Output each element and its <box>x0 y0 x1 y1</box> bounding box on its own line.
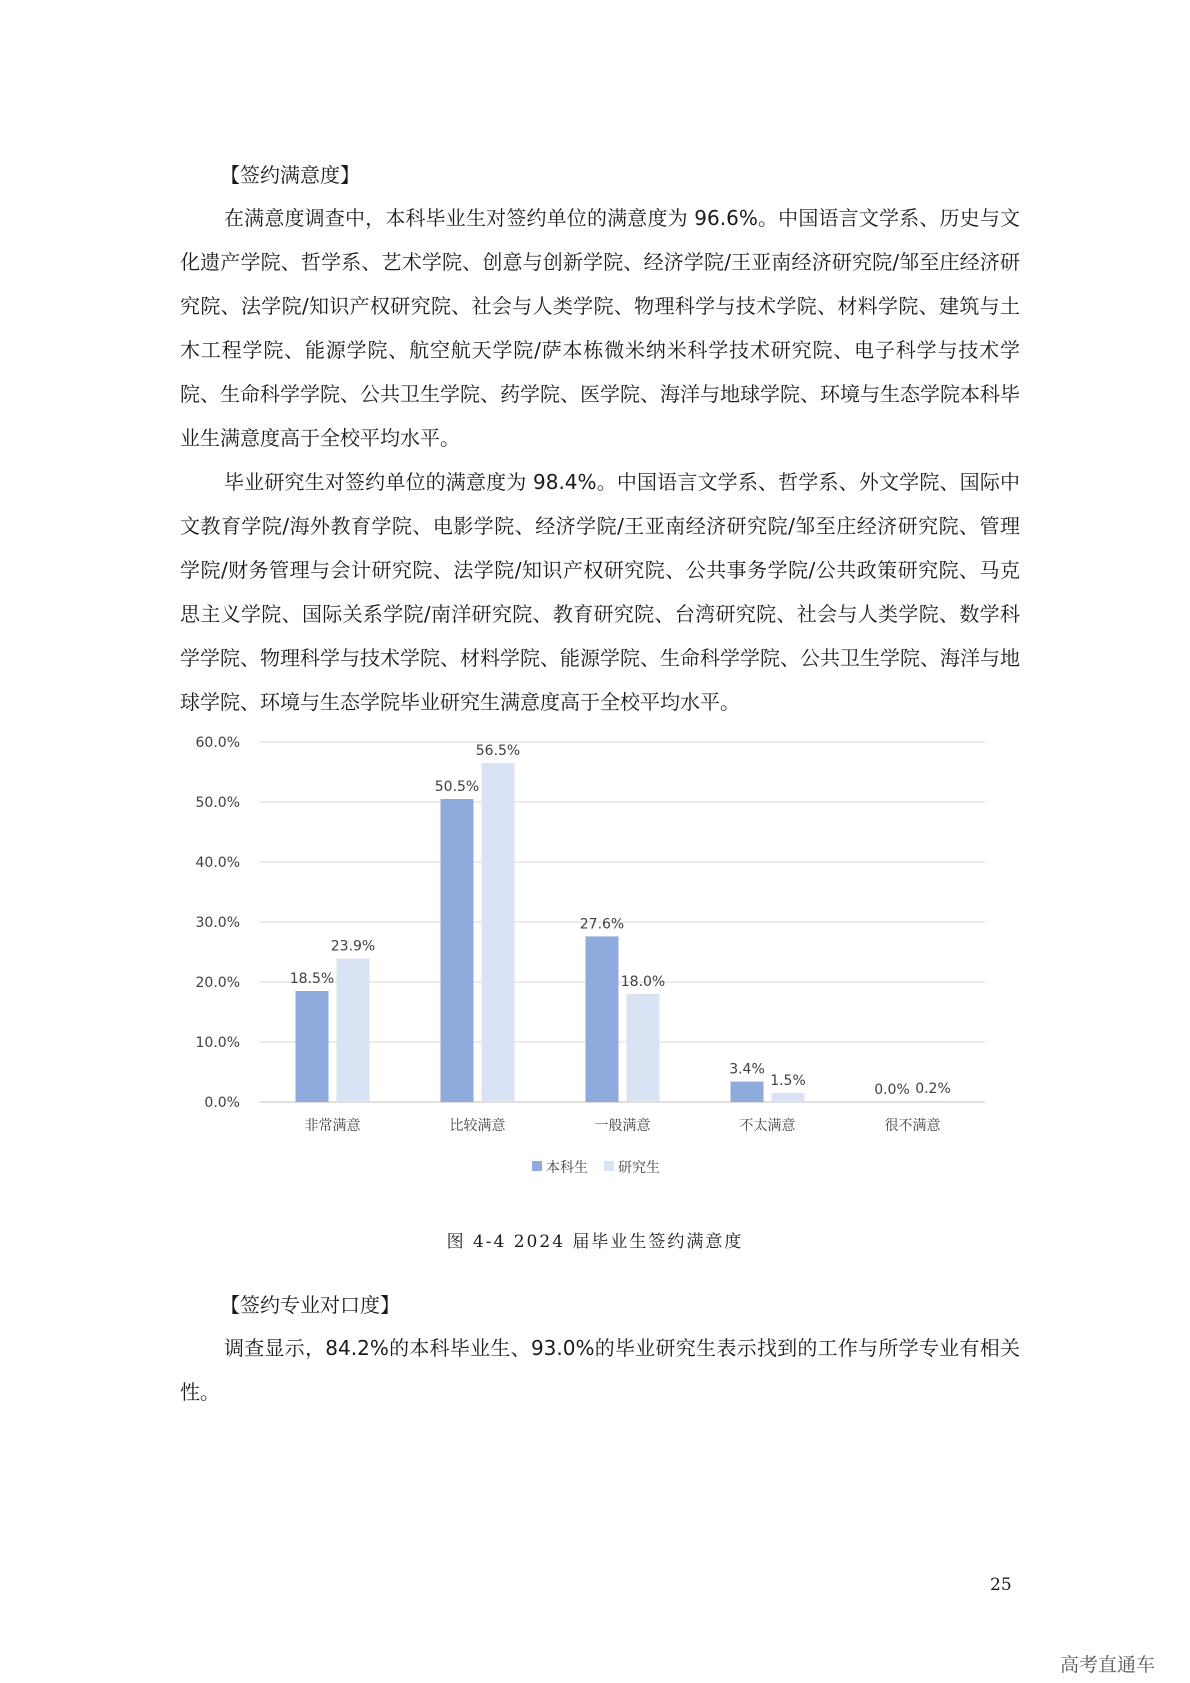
bar-undergrad <box>441 799 474 1102</box>
page-number: 25 <box>990 1575 1012 1595</box>
data-label: 18.5% <box>289 971 335 987</box>
data-label: 18.0% <box>620 974 666 990</box>
y-tick-label: 20.0% <box>195 975 240 991</box>
figure-caption: 图 4-4 2024 届毕业生签约满意度 <box>446 1232 744 1252</box>
y-tick-label: 60.0% <box>195 735 240 751</box>
bar-postgrad <box>772 1093 805 1102</box>
bar-postgrad <box>482 763 515 1102</box>
satisfaction-bar-chart <box>180 730 1020 1190</box>
bar-postgrad <box>627 994 660 1102</box>
data-label: 56.5% <box>475 743 521 759</box>
legend-label: 本科生 <box>546 1160 588 1176</box>
bar-undergrad <box>731 1082 764 1102</box>
watermark: 高考直通车 <box>1060 1654 1156 1676</box>
data-label: 0.0% <box>874 1082 910 1098</box>
y-tick-label: 0.0% <box>204 1095 240 1111</box>
paragraph-undergrad-satisfaction: 在满意度调查中，本科毕业生对签约单位的满意度为 96.6%。中国语言文学系、历史与文化遗产学院、哲学系、艺术学院、创意与创新学院、经济学院/王亚南经济研究院/邹至庄经济研究院、法学院/知识产权研究院、社会与人类学院、物理科学与技术学院、材料学院、建筑与土木工程学院、能源学院、航空航天学院/萨本栋微米纳米科学技术研究院、电子科学与技术学院、生命科学学院、公共卫生学院、药学院、医学院、海洋与地球学院、环境与生态学院本科毕业生满意度高于全校平均水平。 <box>180 206 1020 450</box>
x-tick-label: 非常满意 <box>304 1118 361 1134</box>
x-tick-label: 一般满意 <box>594 1118 651 1134</box>
data-label: 50.5% <box>434 779 480 795</box>
data-label: 27.6% <box>579 916 625 933</box>
bar-undergrad <box>586 936 619 1102</box>
y-tick-label: 50.0% <box>195 795 240 811</box>
y-tick-label: 40.0% <box>195 855 240 871</box>
x-tick-label: 比较满意 <box>449 1118 506 1134</box>
bar-postgrad <box>337 959 370 1102</box>
section-heading-satisfaction: 【签约满意度】 <box>220 163 360 187</box>
data-label: 0.2% <box>915 1080 951 1097</box>
legend-label: 研究生 <box>618 1160 660 1176</box>
data-label: 23.9% <box>330 938 376 955</box>
bar-postgrad <box>917 1101 950 1102</box>
data-label: 1.5% <box>770 1073 806 1089</box>
paragraph-postgrad-satisfaction: 毕业研究生对签约单位的满意度为 98.4%。中国语言文学系、哲学系、外文学院、国际中文教育学院/海外教育学院、电影学院、经济学院/王亚南经济研究院/邹至庄经济研究院、管理学院/财务管理与会计研究院、法学院/知识产权研究院、公共事务学院/公共政策研究院、马克思主义学院、国际关系学院/南洋研究院、教育研究院、台湾研究院、社会与人类学院、数学科学学院、物理科学与技术学院、材料学院、能源学院、生命科学学院、公共卫生学院、海洋与地球学院、环境与生态学院毕业研究生满意度高于全校平均水平。 <box>180 470 1020 714</box>
legend-swatch <box>604 1161 614 1171</box>
y-tick-label: 30.0% <box>195 915 240 931</box>
bar-undergrad <box>296 991 329 1102</box>
x-tick-label: 很不满意 <box>884 1118 941 1134</box>
paragraph-major-match: 调查显示，84.2%的本科毕业生、93.0%的毕业研究生表示找到的工作与所学专业有相关性。 <box>180 1336 1020 1404</box>
x-tick-label: 不太满意 <box>739 1118 796 1134</box>
y-tick-label: 10.0% <box>195 1035 240 1051</box>
legend-swatch <box>532 1161 542 1171</box>
data-label: 3.4% <box>729 1061 765 1078</box>
section-heading-major-match: 【签约专业对口度】 <box>220 1293 400 1317</box>
